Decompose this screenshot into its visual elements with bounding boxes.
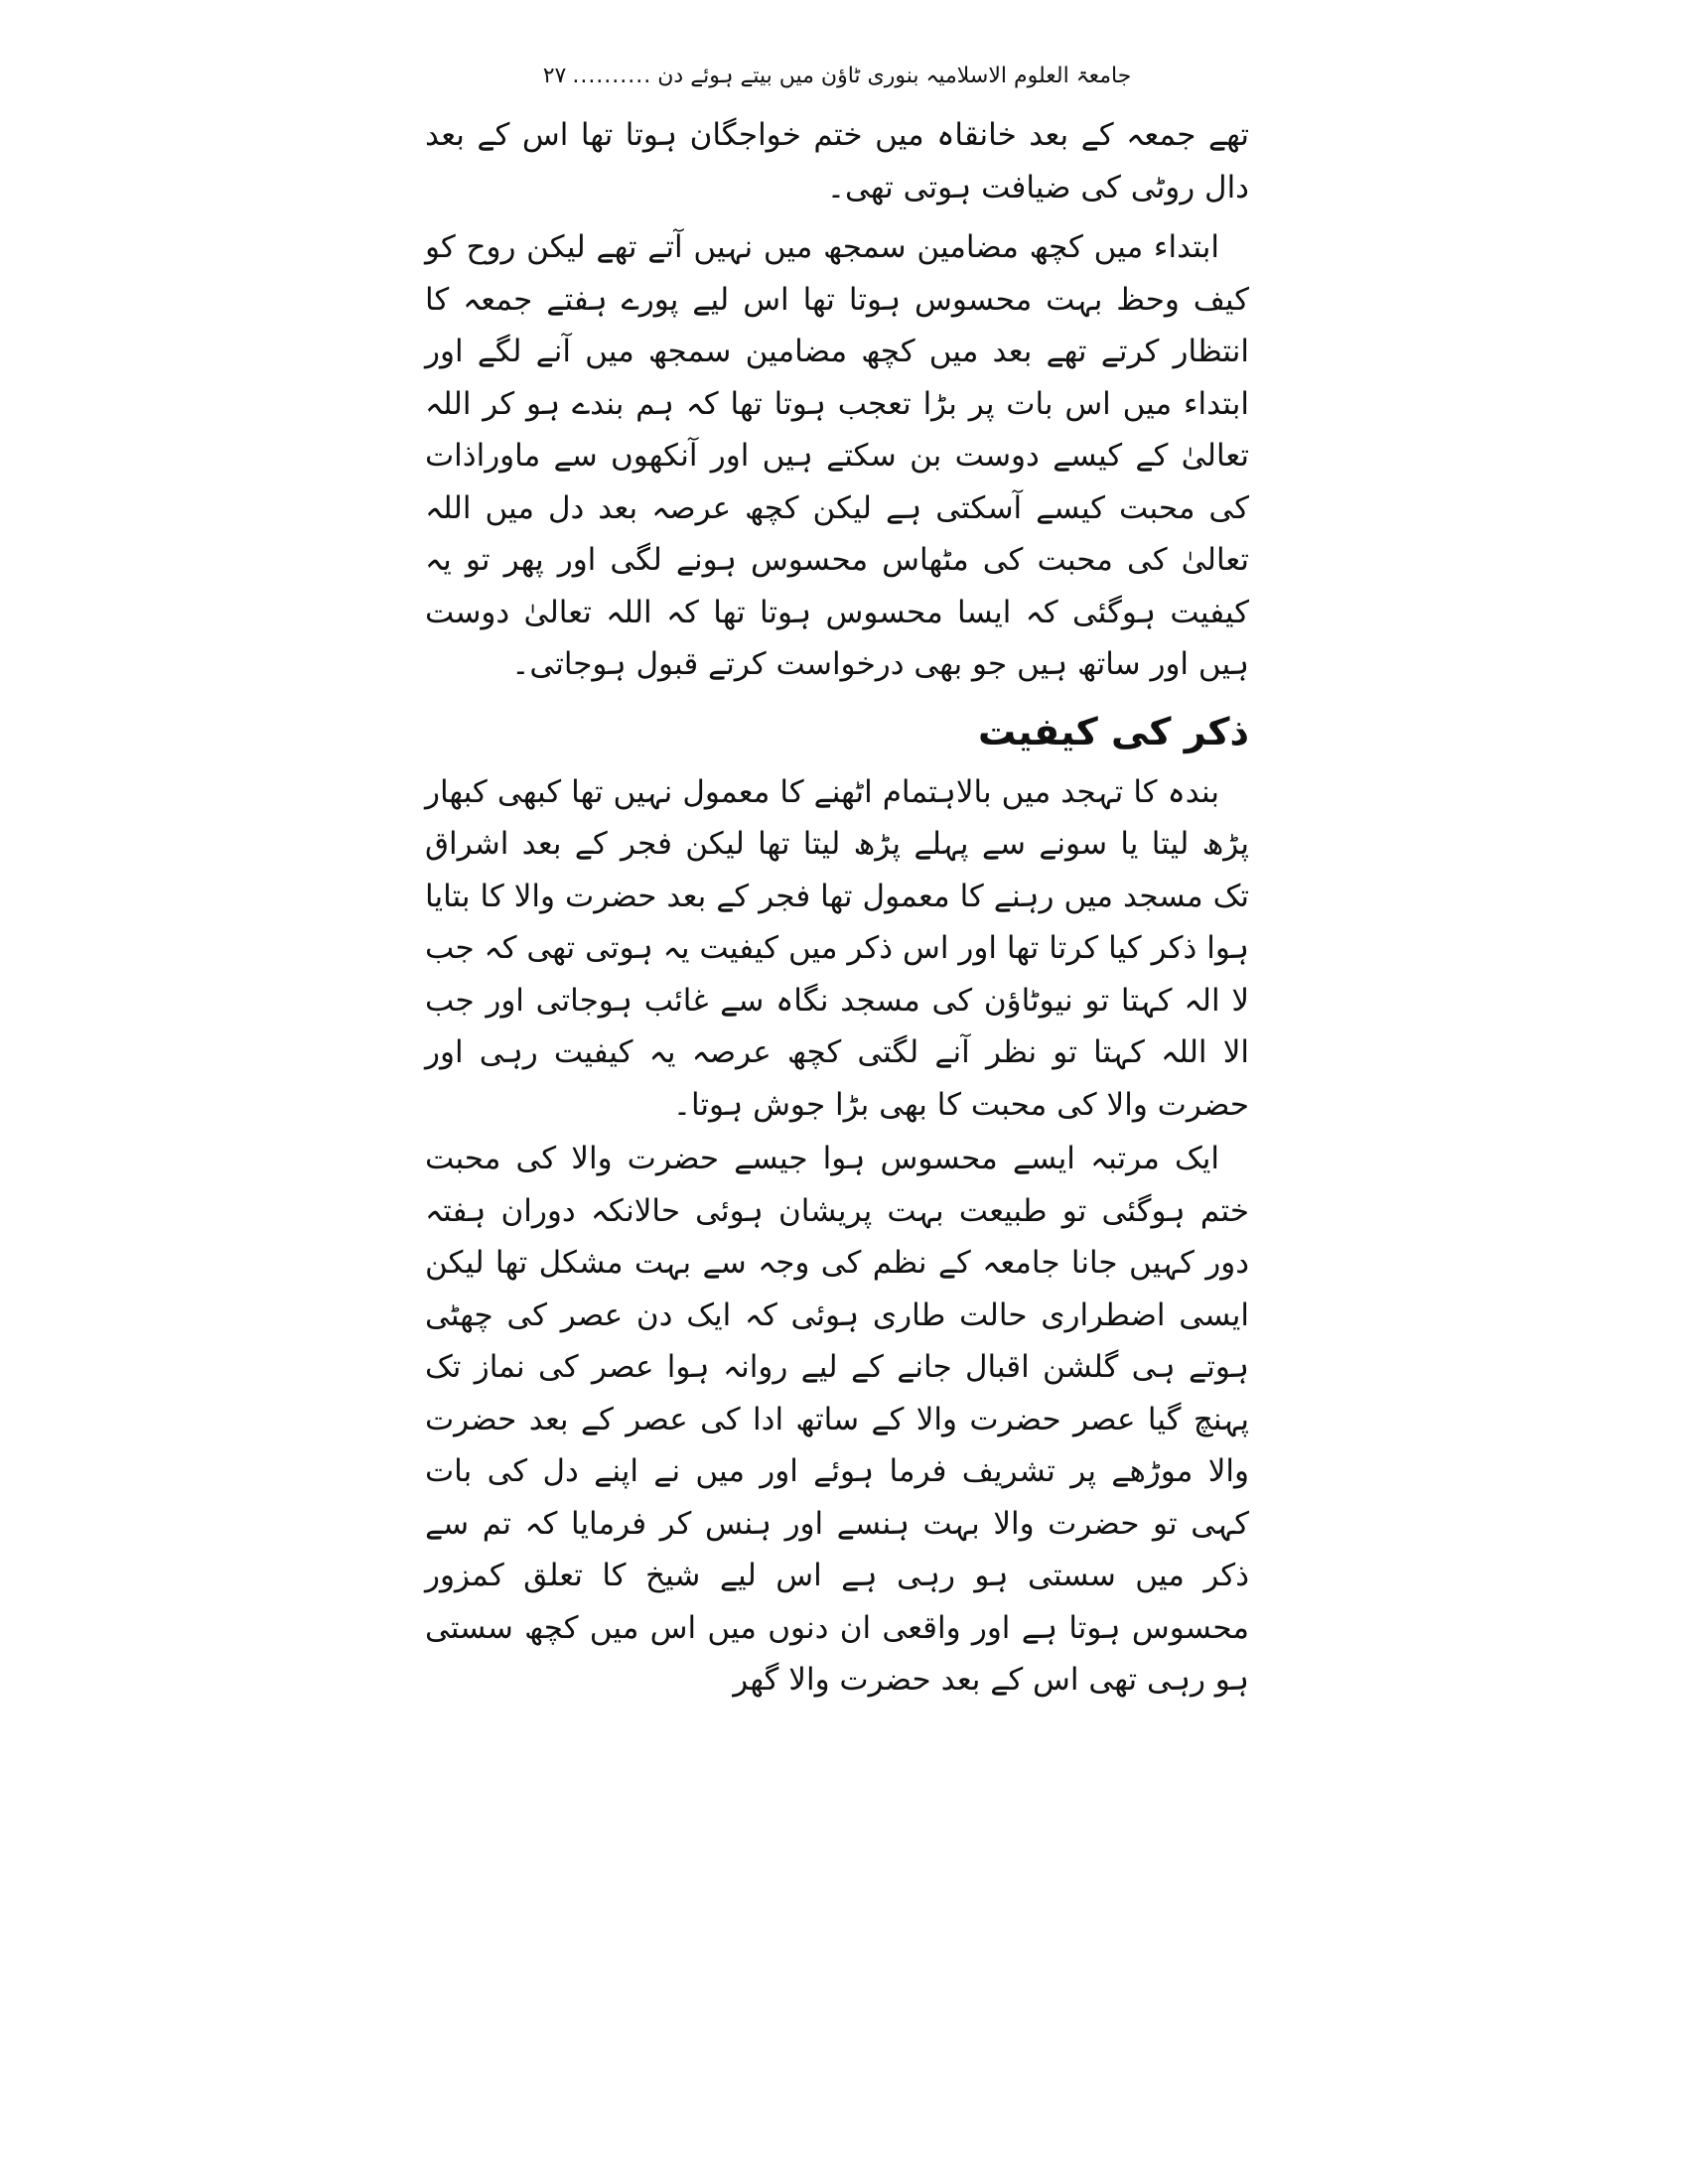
body-text [425,109,1249,1706]
header-title: جامعۃ العلوم الاسلامیہ بنوری ٹاؤن میں بیتے ہوئے دن [657,64,1132,88]
running-header [425,52,1249,101]
paragraph-continuation: تھے جمعہ کے بعد خانقاہ میں ختم خواجگان ہوتا تھا اس کے بعد دال روٹی کی ضیافت ہوتی تھی۔ [425,117,1249,205]
paragraph-incident: ایک مرتبہ ایسے محسوس ہوا جیسے حضرت والا کی محبت ختم ہوگئی تو طبیعت بہت پریشان ہوئی حالانکہ دوران ہفتہ دور کہیں جانا جامعہ کے نظم کی وجہ سے بہت مشکل تھا لیکن ایسی اضطراری حالت طاری ہوئی کہ ایک دن عصر کی چھٹی ہوتے ہی گلشن اقبال جانے کے لیے روانہ ہوا عصر کی نماز تک پہنچ گیا عصر حضرت والا کے ساتھ ادا کی عصر کے بعد حضرت والا موڑھے پر تشریف فرما ہوئے اور میں نے اپنے دل کی بات کہی تو حضرت والا بہت ہنسے اور ہنس کر فرمایا کہ تم سے ذکر میں سستی ہو رہی ہے اس لیے شیخ کا تعلق کمزور محسوس ہوتا ہے اور واقعی ان دنوں میں اس میں کچھ سستی ہو رہی تھی اس کے بعد حضرت والا گھر [425,1141,1249,1698]
page-number: ۲۷ [542,64,567,88]
document-page [425,52,1249,1698]
paragraph-zikr: بندہ کا تہجد میں بالاہتمام اٹھنے کا معمول نہیں تھا کبھی کبھار پڑھ لیتا یا سونے سے پہلے پڑھ لیتا تھا لیکن فجر کے بعد اشراق تک مسجد میں رہنے کا معمول تھا فجر کے بعد حضرت والا کا بتایا ہوا ذکر کیا کرتا تھا اور اس ذکر میں کیفیت یہ ہوتی تھی کہ جب لا الہ کہتا تو نیوٹاؤن کی مسجد نگاہ سے غائب ہوجاتی اور جب الا اللہ کہتا تو نظر آنے لگتی کچھ عرصہ یہ کیفیت رہی اور حضرت والا کی محبت کا بھی بڑا جوش ہوتا۔ [425,773,1249,1123]
header-separator: .......... [572,64,652,88]
section-heading: ذکر کی کیفیت [978,709,1249,753]
paragraph-beginning: ابتداء میں کچھ مضامین سمجھ میں نہیں آتے تھے لیکن روح کو کیف وحظ بہت محسوس ہوتا تھا اس لیے پورے ہفتے جمعہ کا انتظار کرتے تھے بعد میں کچھ مضامین سمجھ میں آنے لگے اور ابتداء میں اس بات پر بڑا تعجب ہوتا تھا کہ ہم بندے ہو کر اللہ تعالیٰ کے کیسے دوست بن سکتے ہیں اور آنکھوں سے ماوراذات کی محبت کیسے آسکتی ہے لیکن کچھ عرصہ بعد دل میں اللہ تعالیٰ کی محبت کی مٹھاس محسوس ہونے لگی اور پھر تو یہ کیفیت ہوگئی کہ ایسا محسوس ہوتا تھا کہ اللہ تعالیٰ دوست ہیں اور ساتھ ہیں جو بھی درخواست کرتے قبول ہوجاتی۔ [425,229,1249,682]
